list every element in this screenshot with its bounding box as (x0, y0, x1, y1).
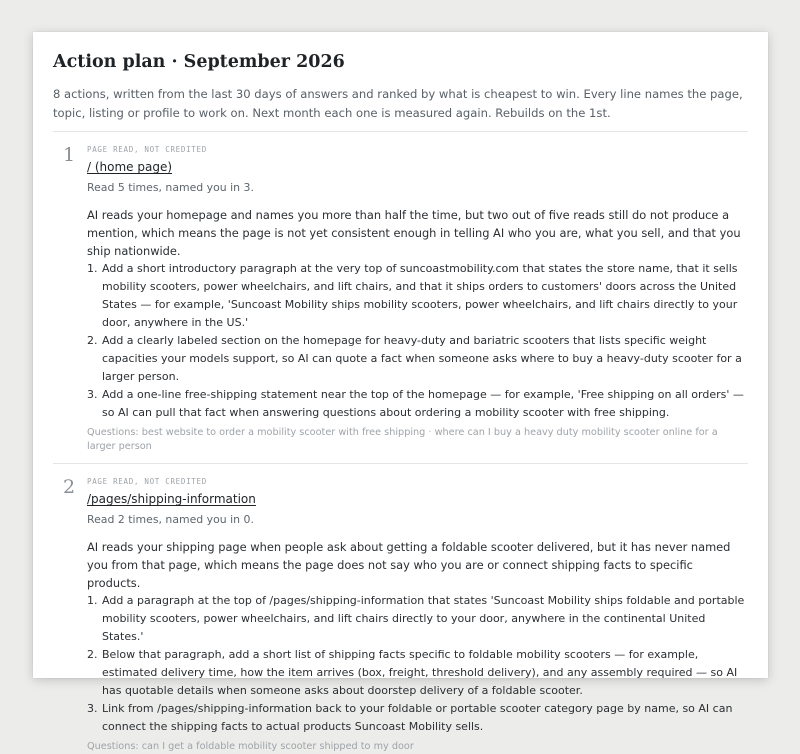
read-stats: Read 5 times, named you in 3. (87, 181, 254, 194)
action-plan-card (33, 32, 768, 752)
action-item (53, 464, 748, 754)
action-summary: AI reads your shipping page when people ask about getting a foldable scooter delivered, but it has never named you from that page, which means the page does not say who you are or connect shipping facts to specific products. (87, 540, 731, 590)
step-item: 3. Add a one-line free-shipping statement near the top of the homepage — for example, 'Free shipping on all orders' — so AI can pull that fact when answering questions about ordering a mobility scooter with free shipping. (101, 386, 748, 422)
page-link[interactable]: / (home page) (87, 160, 173, 174)
question-text: best website to order a mobility scooter with free shipping (141, 427, 426, 438)
step-item: 1. Add a short introductory paragraph at the very top of suncoastmobility.com that states the store name, that it sells mobility scooters, power wheelchairs, and lift chairs, and that it ships orders to customers' doors across the United States — for example, 'Suncoast Mobility ships mobility scooters, power wheelchairs, and lift chairs directly to your door, anywhere in the US.' (101, 260, 748, 332)
page-link[interactable]: /pages/shipping-information (87, 492, 256, 506)
questions-label: Questions: (87, 427, 139, 438)
page-title: Action plan · September 2026 (53, 52, 345, 72)
questions-label: Questions: (87, 741, 139, 752)
question-text: where can I buy a heavy duty mobility scooter online for a larger person (87, 427, 718, 452)
step-item: 2. Add a clearly labeled section on the homepage for heavy-duty and bariatric scooters that lists specific weight capacities your models support, so AI can quote a fact when someone asks where to buy a heavy-duty scooter for a larger person. (101, 332, 748, 386)
read-stats: Read 2 times, named you in 0. (87, 513, 254, 526)
action-number: 1 (63, 144, 76, 166)
question-text: can I get a foldable mobility scooter shipped to my door (141, 741, 414, 752)
step-item: 1. Add a paragraph at the top of /pages/shipping-information that states 'Suncoast Mobility ships foldable and portable mobility scooters, power wheelchairs, and lift chairs directly to your door, anywhere in the continental United States.' (101, 592, 748, 646)
step-item: 2. Below that paragraph, add a short list of shipping facts specific to foldable mobility scooters — for example, estimated delivery time, how the item arrives (box, freight, threshold delivery), and any assembly required — so AI has quotable details when someone asks about doorstep delivery of a foldable scooter. (101, 646, 748, 700)
action-kicker: PAGE READ, NOT CREDITED (87, 145, 207, 154)
action-kicker: PAGE READ, NOT CREDITED (87, 477, 207, 486)
questions-line (87, 426, 748, 454)
action-number: 2 (63, 476, 76, 498)
step-list (87, 592, 748, 736)
questions-line (87, 740, 748, 754)
question-separator: · (428, 427, 432, 438)
action-list (53, 131, 748, 754)
action-summary: AI reads your homepage and names you more than half the time, but two out of five reads still do not produce a mention, which means the page is not yet consistent enough in telling AI who you are, what you sell, and that you ship nationwide. (87, 208, 741, 258)
intro-text: 8 actions, written from the last 30 days of answers and ranked by what is cheapest to win. Every line names the page, topic, listing or profile to work on. Next month each one is measured again. Rebuilds on the 1st. (53, 87, 743, 120)
action-item (53, 132, 748, 454)
step-item: 3. Link from /pages/shipping-information back to your foldable or portable scooter category page by name, so AI can connect the shipping facts to actual products Suncoast Mobility sells. (101, 700, 748, 736)
step-list (87, 260, 748, 422)
